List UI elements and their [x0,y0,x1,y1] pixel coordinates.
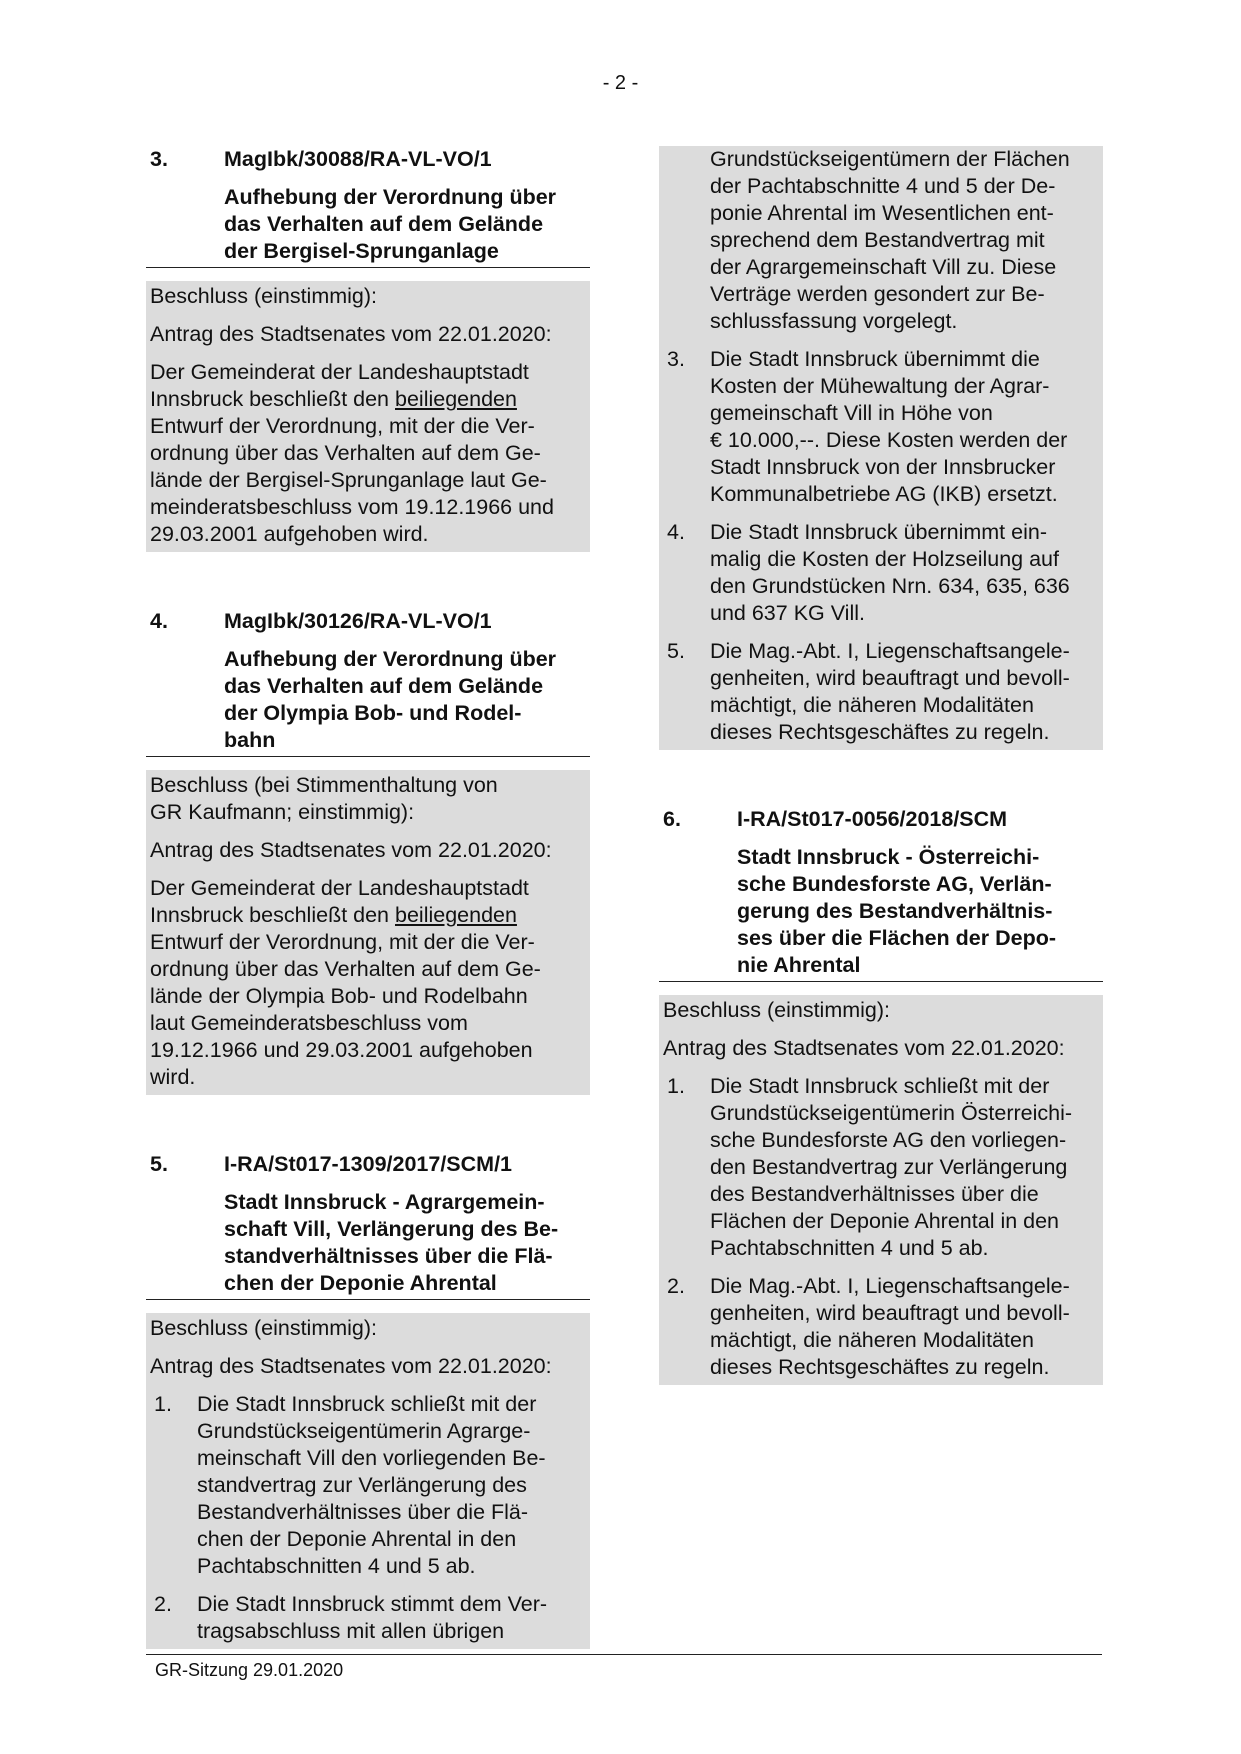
list-number: 2. [154,1592,172,1616]
item-title [146,646,590,757]
page-number: - 2 - [602,72,639,94]
list-number: 1. [667,1074,685,1098]
list-number: 2. [667,1274,685,1298]
item-number: 5. [150,1152,168,1176]
list-item: 5. Die Mag.-Abt. I, Liegenschaftsangele- genheiten, wird beauftragt und bevoll- mächtigt, die näheren Modalitäten dieses Rechtsgeschäftes zu regeln. [667,639,1070,744]
beiliegenden-link: beiliegenden [395,387,517,411]
item-code: I-RA/St017-1309/2017/SCM/1 [224,1152,513,1176]
title-line: nie Ahrental [737,953,861,977]
beschluss-line: Beschluss (einstimmig): [150,284,377,308]
antrag-line: Antrag des Stadtsenates vom 22.01.2020: [150,838,552,862]
agenda-item-5 [146,1151,590,1649]
item-title [146,1189,590,1300]
resolution-text: Der Gemeinderat der Landeshauptstadt Innsbruck beschließt den beiliegenden Entwurf der Verordnung, mit der die Ver- ordnung über das Verhalten auf dem Ge- lände der Bergisel-Sprunganlage laut Ge- meinderatsbeschluss vom 19.12.1966 und 29.03.2001 aufgehoben wird. [150,360,554,546]
title-line: Aufhebung der Verordnung über [224,647,557,671]
title-line: schaft Vill, Verlängerung des Be- [224,1217,559,1241]
list-number: 4. [667,520,685,544]
title-line: chen der Deponie Ahrental [224,1271,497,1295]
item-title [659,844,1103,982]
beiliegenden-link: beiliegenden [395,903,517,927]
agenda-item-4 [146,608,590,1095]
title-line: Aufhebung der Verordnung über [224,185,557,209]
antrag-line: Antrag des Stadtsenates vom 22.01.2020: [663,1036,1065,1060]
title-line: das Verhalten auf dem Gelände [224,674,544,698]
beschluss-line: Beschluss (bei Stimmenthaltung von GR Kaufmann; einstimmig): [150,773,498,824]
resolution-text: Der Gemeinderat der Landeshauptstadt Innsbruck beschließt den beiliegenden Entwurf der Verordnung, mit der die Ver- ordnung über das Verhalten auf dem Ge- lände der Olympia Bob- und Rodelbahn laut Gemeinderatsbeschluss vom 19.12.1966 und 29.03.2001 aufgehoben wird. [150,876,541,1089]
title-line: der Bergisel-Sprunganlage [224,239,499,263]
list-number: 3. [667,347,685,371]
item-header [146,1151,590,1178]
item-code: MagIbk/30088/RA-VL-VO/1 [224,147,492,171]
antrag-line: Antrag des Stadtsenates vom 22.01.2020: [150,322,552,346]
list-item: 2. Die Stadt Innsbruck stimmt dem Ver- tragsabschluss mit allen übrigen [154,1592,548,1643]
list-item: 4. Die Stadt Innsbruck übernimmt ein- malig die Kosten der Holzseilung auf den Grundstücken Nrn. 634, 635, 636 und 637 KG Vill. [667,520,1070,625]
footer-text: GR-Sitzung 29.01.2020 [155,1660,344,1680]
agenda-item-6 [659,806,1103,1385]
title-line: Stadt Innsbruck - Österreichi- [737,845,1040,869]
title-line: sche Bundesforste AG, Verlän- [737,872,1052,896]
left-column [146,146,590,1649]
antrag-line: Antrag des Stadtsenates vom 22.01.2020: [150,1354,552,1378]
item-header [146,608,590,635]
item-title [146,184,590,268]
resolution-block [146,1313,590,1649]
title-line: standverhältnisses über die Flä- [224,1244,553,1268]
item-header [146,146,590,173]
beschluss-line: Beschluss (einstimmig): [150,1316,377,1340]
title-line: bahn [224,728,276,752]
title-line: ses über die Flächen der Depo- [737,926,1057,950]
item-header [659,806,1103,833]
list-number: 5. [667,639,685,663]
title-line: Stadt Innsbruck - Agrargemein- [224,1190,545,1214]
resolution-block [146,770,590,1095]
beschluss-line: Beschluss (einstimmig): [663,998,890,1022]
resolution-block [659,995,1103,1385]
title-line: das Verhalten auf dem Gelände [224,212,544,236]
item-code: I-RA/St017-0056/2018/SCM [737,807,1008,831]
right-column [659,146,1103,1385]
agenda-item-3 [146,146,590,552]
title-line: gerung des Bestandverhältnis- [737,899,1053,923]
title-line: der Olympia Bob- und Rodel- [224,701,522,725]
resolution-block [146,281,590,552]
list-item: 3. Die Stadt Innsbruck übernimmt die Kosten der Mühewaltung der Agrar- gemeinschaft Vill in Höhe von € 10.000,--. Diese Kosten werden der Stadt Innsbruck von der Innsbrucker Kommunalbetriebe AG (IKB) ersetzt. [667,347,1068,506]
list-item: 1. Die Stadt Innsbruck schließt mit der Grundstückseigentümerin Österreichi- sche Bundesforste AG den vorliegen- den Bestandvertrag zur Verlängerung des Bestandverhältnisses über die Flächen der Deponie Ahrental in den Pachtabschnitten 4 und 5 ab. [667,1074,1073,1260]
item-code: MagIbk/30126/RA-VL-VO/1 [224,609,492,633]
item-number: 6. [663,807,681,831]
list-item: 1. Die Stadt Innsbruck schließt mit der Grundstückseigentümerin Agrarge- meinschaft Vill den vorliegenden Be- standvertrag zur Verlängerung des Bestandverhältnisses über die Flä- chen der Deponie Ahrental in den Pachtabschnitten 4 und 5 ab. [154,1392,546,1578]
list-item: 2. Die Mag.-Abt. I, Liegenschaftsangele- genheiten, wird beauftragt und bevoll- mächtigt, die näheren Modalitäten dieses Rechtsgeschäftes zu regeln. [667,1274,1070,1379]
resolution-block-continued [659,146,1103,750]
list-item-continued: Grundstückseigentümern der Flächen der Pachtabschnitte 4 und 5 der De- ponie Ahrental im Wesentlichen ent- sprechend dem Bestandvertrag mit der Agrargemeinschaft Vill zu. Diese Verträge werden gesondert zur Be- schlussfassung vorgelegt. [710,147,1070,333]
item-number: 4. [150,609,168,633]
footer-rule [146,1654,1102,1655]
list-number: 1. [154,1392,172,1416]
item-number: 3. [150,147,168,171]
